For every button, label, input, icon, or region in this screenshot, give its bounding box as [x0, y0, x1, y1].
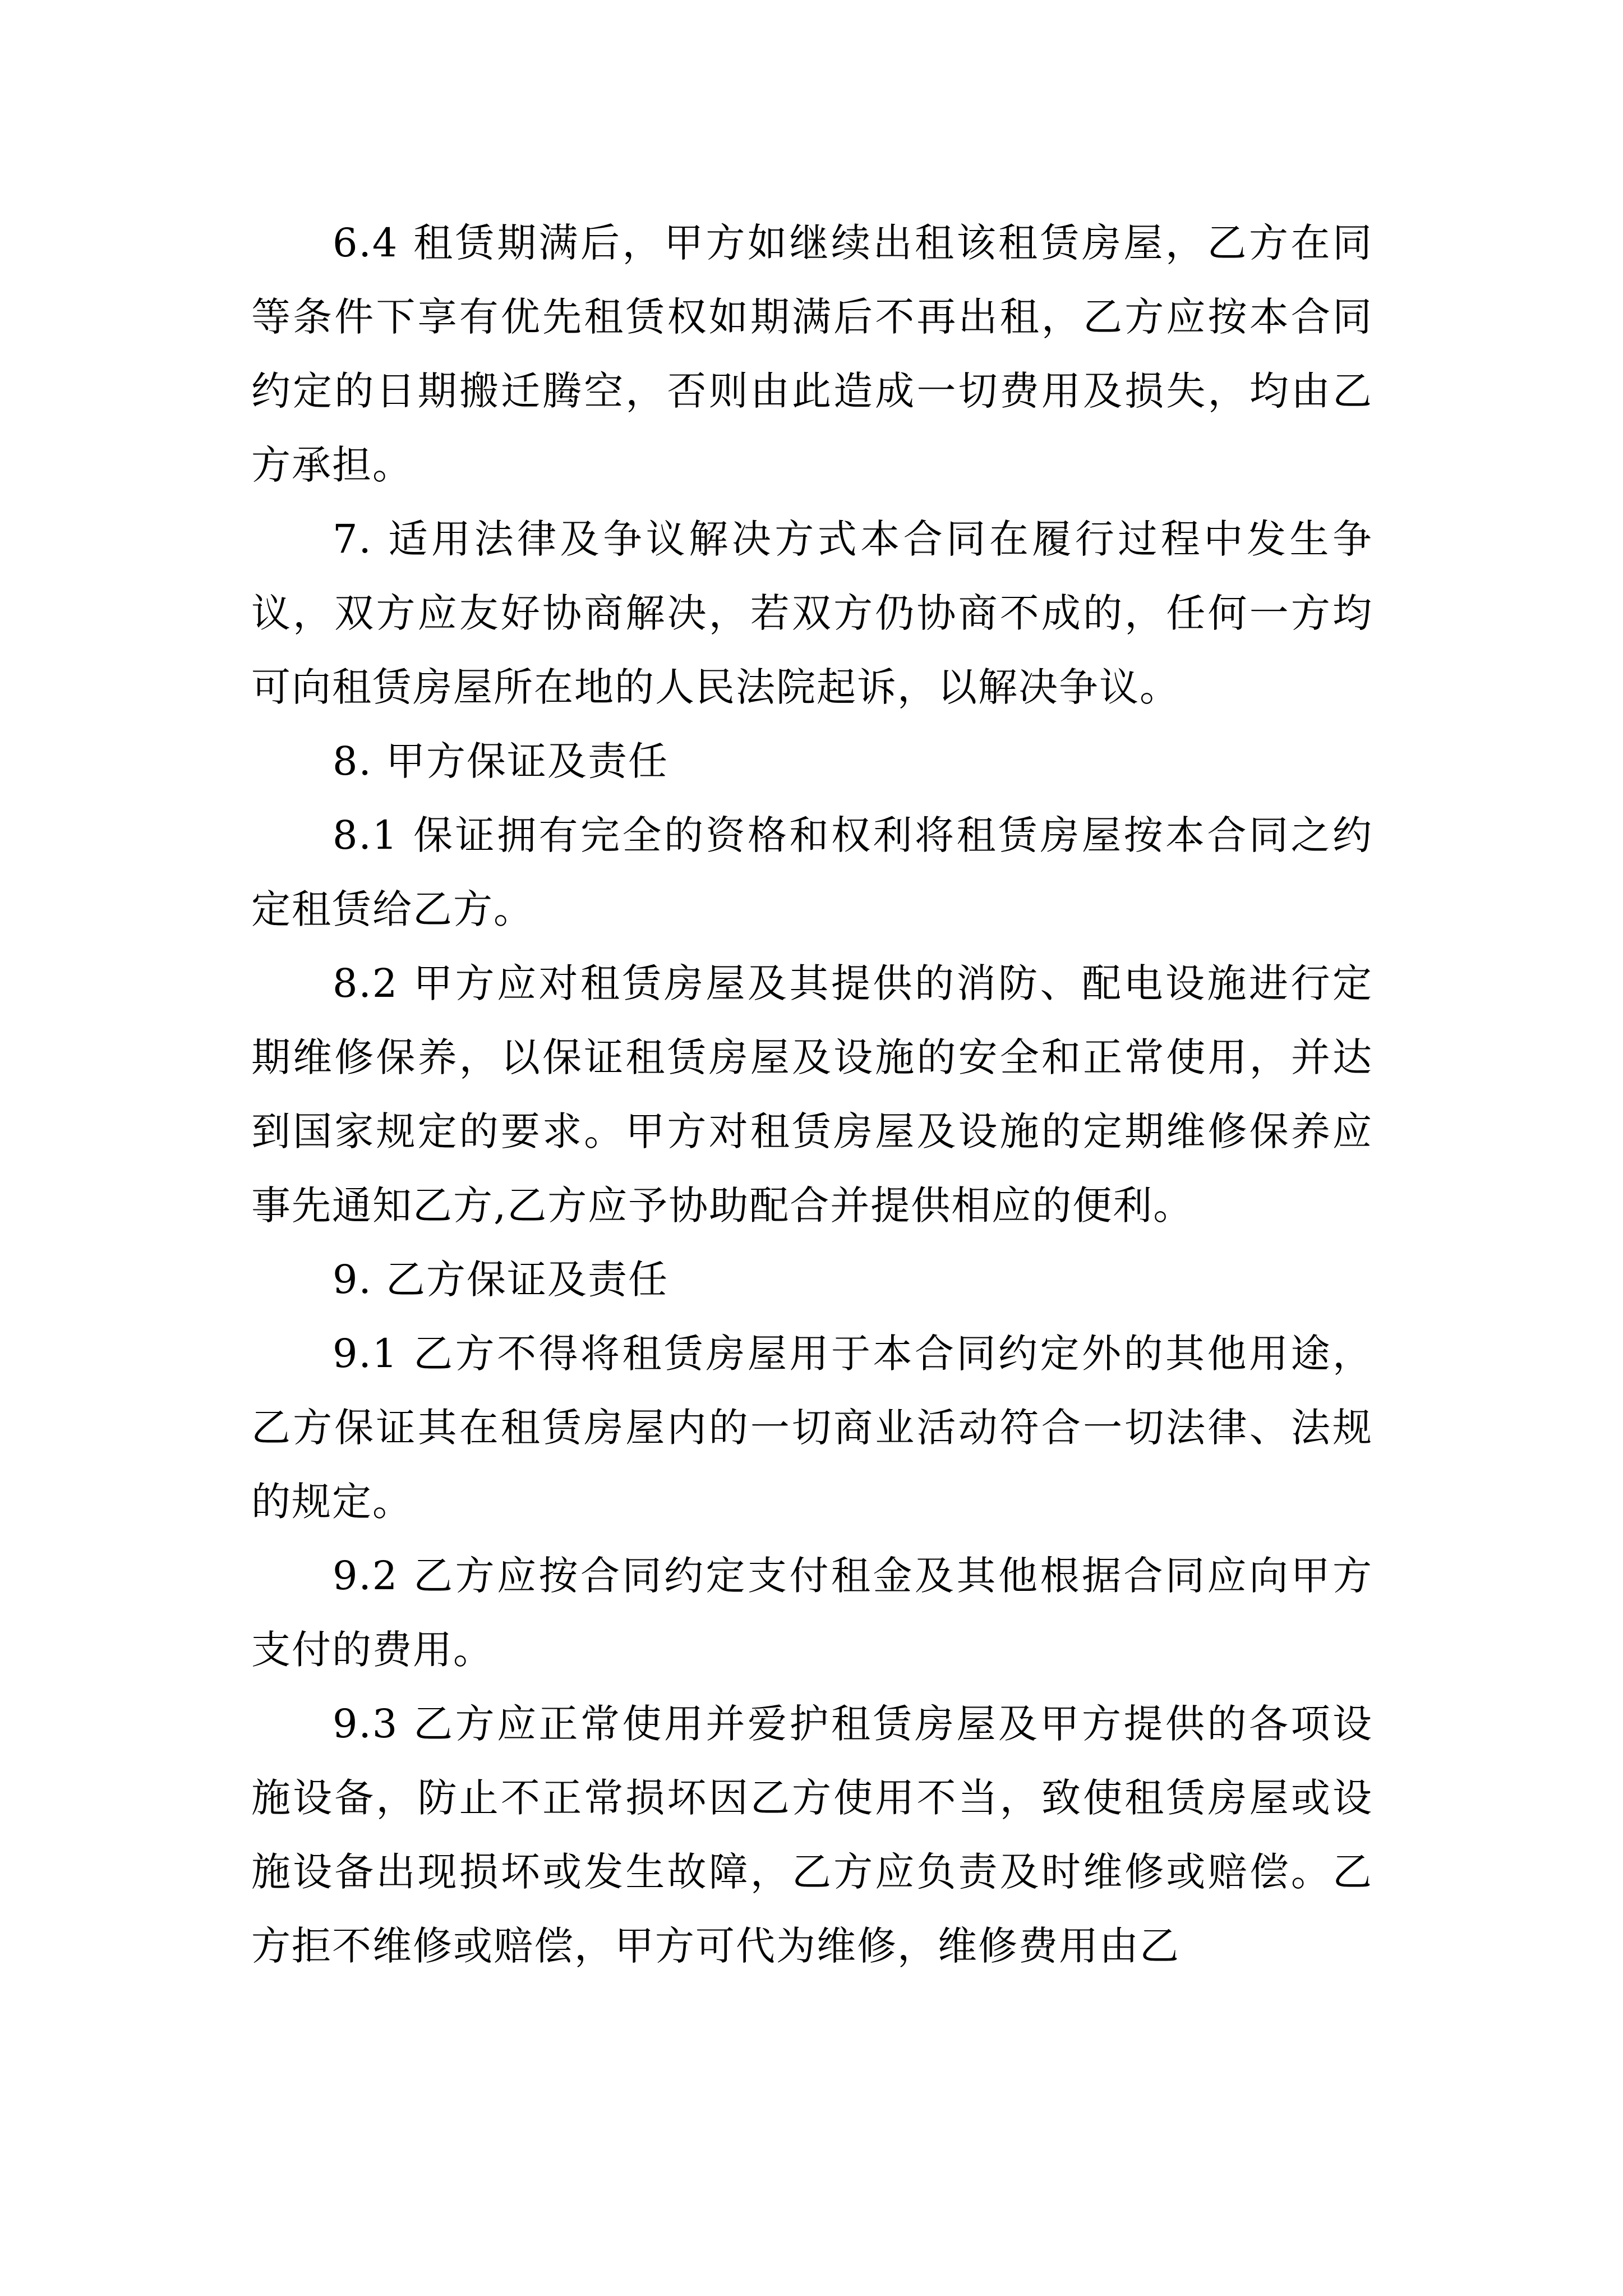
clause-9-3: 9.3 乙方应正常使用并爱护租赁房屋及甲方提供的各项设施设备，防止不正常损坏因乙方使用不当，致使租赁房屋或设施设备出现损坏或发生故障，乙方应负责及时维修或赔偿。乙方拒不维修或赔偿，甲方可代为维修，维修费用由乙 [251, 1701, 1373, 1969]
clause-8-heading: 8. 甲方保证及责任 [333, 738, 669, 784]
clause-9-2: 9.2 乙方应按合同约定支付租金及其他根据合同应向甲方支付的费用。 [251, 1553, 1373, 1673]
clause-8-1: 8.1 保证拥有完全的资格和权利将租赁房屋按本合同之约定租赁给乙方。 [251, 812, 1373, 932]
clause-9-heading: 9. 乙方保证及责任 [333, 1257, 669, 1303]
clause-8-2: 8.2 甲方应对租赁房屋及其提供的消防、配电设施进行定期维修保养，以保证租赁房屋及设施的安全和正常使用，并达到国家规定的要求。甲方对租赁房屋及设施的定期维修保养应事先通知乙方,乙方应予协助配合并提供相应的便利。 [251, 960, 1373, 1228]
clause-7: 7. 适用法律及争议解决方式本合同在履行过程中发生争议，双方应友好协商解决，若双方仍协商不成的，任何一方均可向租赁房屋所在地的人民法院起诉，以解决争议。 [251, 516, 1373, 710]
clause-6-4: 6.4 租赁期满后，甲方如继续出租该租赁房屋，乙方在同等条件下享有优先租赁权如期满后不再出租，乙方应按本合同约定的日期搬迁腾空，否则由此造成一切费用及损失，均由乙方承担。 [251, 220, 1373, 488]
clause-9-1: 9.1 乙方不得将租赁房屋用于本合同约定外的其他用途，乙方保证其在租赁房屋内的一切商业活动符合一切法律、法规的规定。 [251, 1331, 1373, 1525]
document-page [251, 206, 1373, 1983]
